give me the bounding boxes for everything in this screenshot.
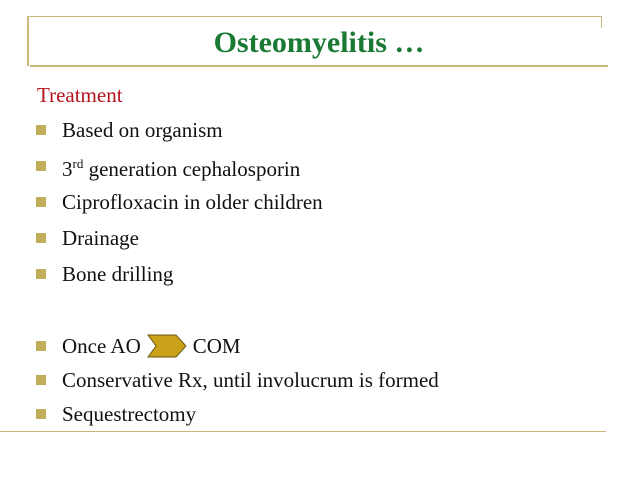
square-bullet-icon xyxy=(36,233,46,243)
bullet-text: Based on organism xyxy=(62,118,223,142)
list-item xyxy=(36,115,223,145)
ordinal-number: 3 xyxy=(62,156,73,181)
bullet-text xyxy=(62,332,241,360)
square-bullet-icon xyxy=(36,161,46,171)
square-bullet-icon xyxy=(36,269,46,279)
list-item xyxy=(36,399,196,429)
bullet-text-right: COM xyxy=(192,334,241,358)
bullet-text-left: Once AO xyxy=(62,334,141,358)
section-heading: Treatment xyxy=(37,83,123,107)
list-item xyxy=(36,223,139,253)
bullet-text: Ciprofloxacin in older children xyxy=(62,190,323,214)
list-item xyxy=(36,187,323,217)
square-bullet-icon xyxy=(36,409,46,419)
list-item xyxy=(36,331,241,361)
title-separator xyxy=(30,65,608,67)
bottom-rule xyxy=(0,431,606,432)
square-bullet-icon xyxy=(36,197,46,207)
top-rule xyxy=(27,16,602,17)
slide-title: Osteomyelitis … xyxy=(213,26,425,59)
bullet-text: Sequestrectomy xyxy=(62,402,197,426)
bullet-text: Conservative Rx, until involucrum is formed xyxy=(62,368,439,392)
list-item xyxy=(36,151,300,181)
list-item xyxy=(36,259,173,289)
chevron-arrow-icon xyxy=(147,334,187,358)
square-bullet-icon xyxy=(36,341,46,351)
bullet-text: Drainage xyxy=(62,226,139,250)
square-bullet-icon xyxy=(36,375,46,385)
square-bullet-icon xyxy=(36,125,46,135)
ordinal-suffix: rd xyxy=(72,155,84,171)
list-item xyxy=(36,365,439,395)
bullet-text xyxy=(62,150,300,183)
bullet-text-rest: generation cephalosporin xyxy=(83,156,301,181)
bullet-text: Bone drilling xyxy=(62,262,174,286)
